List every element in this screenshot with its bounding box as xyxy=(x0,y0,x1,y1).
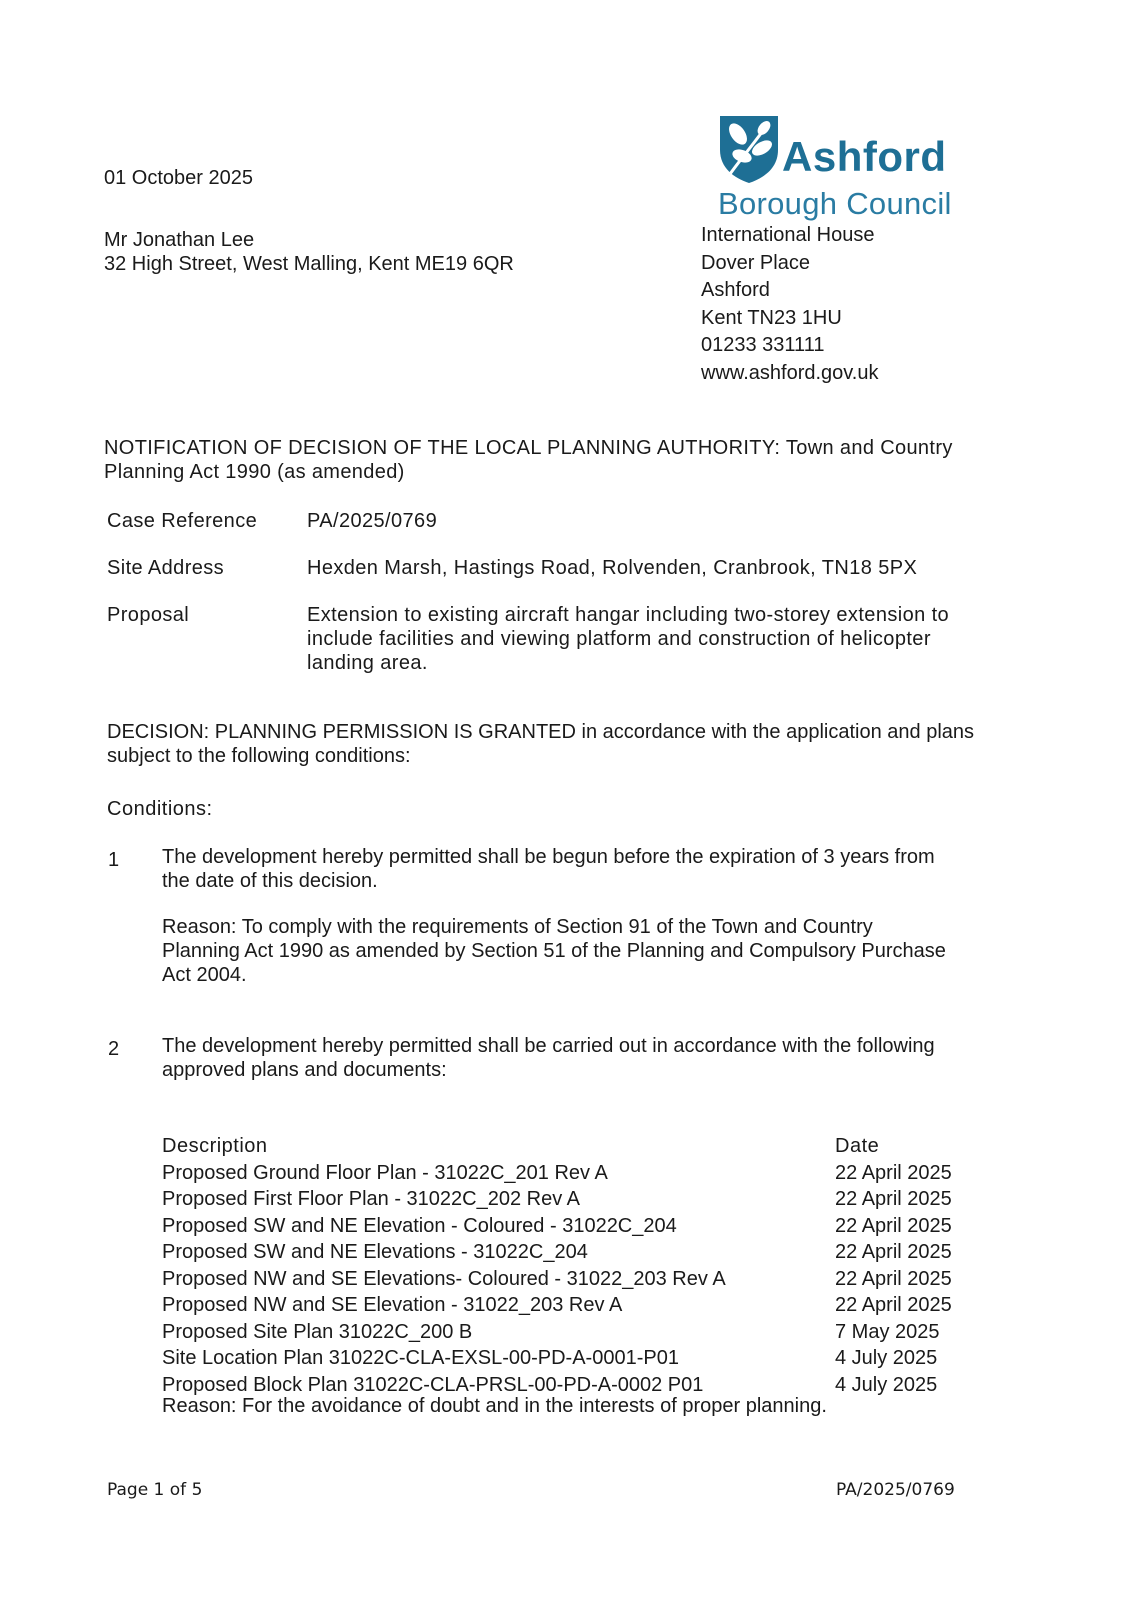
site-address-label: Site Address xyxy=(107,557,225,579)
plan-date: 4 July 2025 xyxy=(835,1347,938,1369)
council-logo xyxy=(718,112,968,228)
plan-date: 22 April 2025 xyxy=(835,1214,952,1237)
table-header-row xyxy=(162,1133,952,1160)
plan-description: Proposed NW and SE Elevation - 31022_203 Rev A xyxy=(162,1294,623,1316)
proposal-line: Extension to existing aircraft hangar including two-storey extension to xyxy=(307,604,950,626)
council-address-line: Kent TN23 1HU xyxy=(701,306,842,329)
plan-description: Proposed SW and NE Elevation - Coloured - 31022C_204 xyxy=(162,1214,677,1237)
council-address-line: International House xyxy=(701,224,875,246)
table-row xyxy=(162,1345,952,1372)
logo-wordmark: Ashford xyxy=(782,133,947,180)
plan-description: Proposed SW and NE Elevations - 31022C_204 xyxy=(162,1241,588,1263)
decision-statement xyxy=(107,720,974,768)
condition-text xyxy=(162,845,1022,893)
case-reference-label: Case Reference xyxy=(107,510,258,532)
condition-text-line: approved plans and documents: xyxy=(162,1059,447,1081)
notice-heading-line: Planning Act 1990 (as amended) xyxy=(104,461,405,483)
footer-reference: PA/2025/0769 xyxy=(836,1480,955,1500)
condition-reason: Reason: For the avoidance of doubt and in the interests of proper planning. xyxy=(162,1395,827,1417)
plan-date: 22 April 2025 xyxy=(835,1294,952,1316)
table-row xyxy=(162,1266,952,1293)
condition-text-line: the date of this decision. xyxy=(162,870,378,892)
page-number: Page 1 of 5 xyxy=(107,1480,203,1500)
proposal-value xyxy=(307,603,1027,675)
recipient-address: 32 High Street, West Malling, Kent ME19 6QR xyxy=(104,253,514,275)
condition-reason-line: Act 2004. xyxy=(162,964,247,986)
letter-date: 01 October 2025 xyxy=(104,167,253,189)
site-address-value: Hexden Marsh, Hastings Road, Rolvenden, Cranbrook, TN18 5PX xyxy=(307,557,918,579)
plan-date: 22 April 2025 xyxy=(835,1188,952,1210)
condition-number: 1 xyxy=(108,849,120,871)
logo-subtitle: Borough Council xyxy=(718,186,952,221)
condition-reason-line: Reason: To comply with the requirements of Section 91 of the Town and Country xyxy=(162,916,873,938)
council-phone: 01233 331111 xyxy=(701,334,825,356)
council-address-line: Dover Place xyxy=(701,251,810,274)
decision-line: subject to the following conditions: xyxy=(107,745,411,767)
council-address-line: Ashford xyxy=(701,279,770,301)
proposal-line: landing area. xyxy=(307,652,428,674)
recipient-name: Mr Jonathan Lee xyxy=(104,229,255,251)
table-row xyxy=(162,1160,952,1187)
table-row xyxy=(162,1292,952,1319)
plan-date: 7 May 2025 xyxy=(835,1320,940,1343)
plan-description: Proposed Block Plan 31022C-CLA-PRSL-00-PD-A-0002 P01 xyxy=(162,1373,704,1396)
table-row xyxy=(162,1239,952,1266)
plan-description: Proposed First Floor Plan - 31022C_202 Rev A xyxy=(162,1188,580,1210)
condition-number: 2 xyxy=(108,1038,120,1060)
table-row xyxy=(162,1213,952,1240)
column-header-date: Date xyxy=(835,1135,880,1157)
notice-heading-line: NOTIFICATION OF DECISION OF THE LOCAL PLANNING AUTHORITY: Town and Country xyxy=(104,437,953,459)
council-website: www.ashford.gov.uk xyxy=(701,361,879,384)
council-address xyxy=(701,222,879,387)
table-row xyxy=(162,1319,952,1346)
condition-text xyxy=(162,1034,1022,1082)
proposal-label: Proposal xyxy=(107,604,190,626)
proposal-line: include facilities and viewing platform and construction of helicopter xyxy=(307,628,931,650)
condition-text-line: The development hereby permitted shall be begun before the expiration of 3 years from xyxy=(162,846,935,868)
column-header-description: Description xyxy=(162,1135,268,1157)
plan-description: Proposed Site Plan 31022C_200 B xyxy=(162,1320,473,1343)
shield-leaf-icon xyxy=(718,114,780,184)
notice-heading xyxy=(104,436,953,484)
plan-date: 22 April 2025 xyxy=(835,1241,952,1263)
condition-reason xyxy=(162,915,1022,987)
recipient-block xyxy=(104,228,514,276)
conditions-heading: Conditions: xyxy=(107,798,213,820)
plan-date: 22 April 2025 xyxy=(835,1161,952,1184)
table-row xyxy=(162,1186,952,1213)
plan-date: 22 April 2025 xyxy=(835,1267,952,1290)
plan-description: Proposed Ground Floor Plan - 31022C_201 Rev A xyxy=(162,1161,608,1184)
plan-description: Site Location Plan 31022C-CLA-EXSL-00-PD-A-0001-P01 xyxy=(162,1347,679,1369)
plan-description: Proposed NW and SE Elevations- Coloured - 31022_203 Rev A xyxy=(162,1267,726,1290)
plan-date: 4 July 2025 xyxy=(835,1373,938,1396)
case-reference-value: PA/2025/0769 xyxy=(307,510,438,532)
approved-plans-table xyxy=(162,1133,952,1398)
decision-line: DECISION: PLANNING PERMISSION IS GRANTED in accordance with the application and plans xyxy=(107,721,975,743)
condition-text-line: The development hereby permitted shall be carried out in accordance with the following xyxy=(162,1035,935,1057)
condition-reason-line: Planning Act 1990 as amended by Section 51 of the Planning and Compulsory Purchase xyxy=(162,940,946,962)
